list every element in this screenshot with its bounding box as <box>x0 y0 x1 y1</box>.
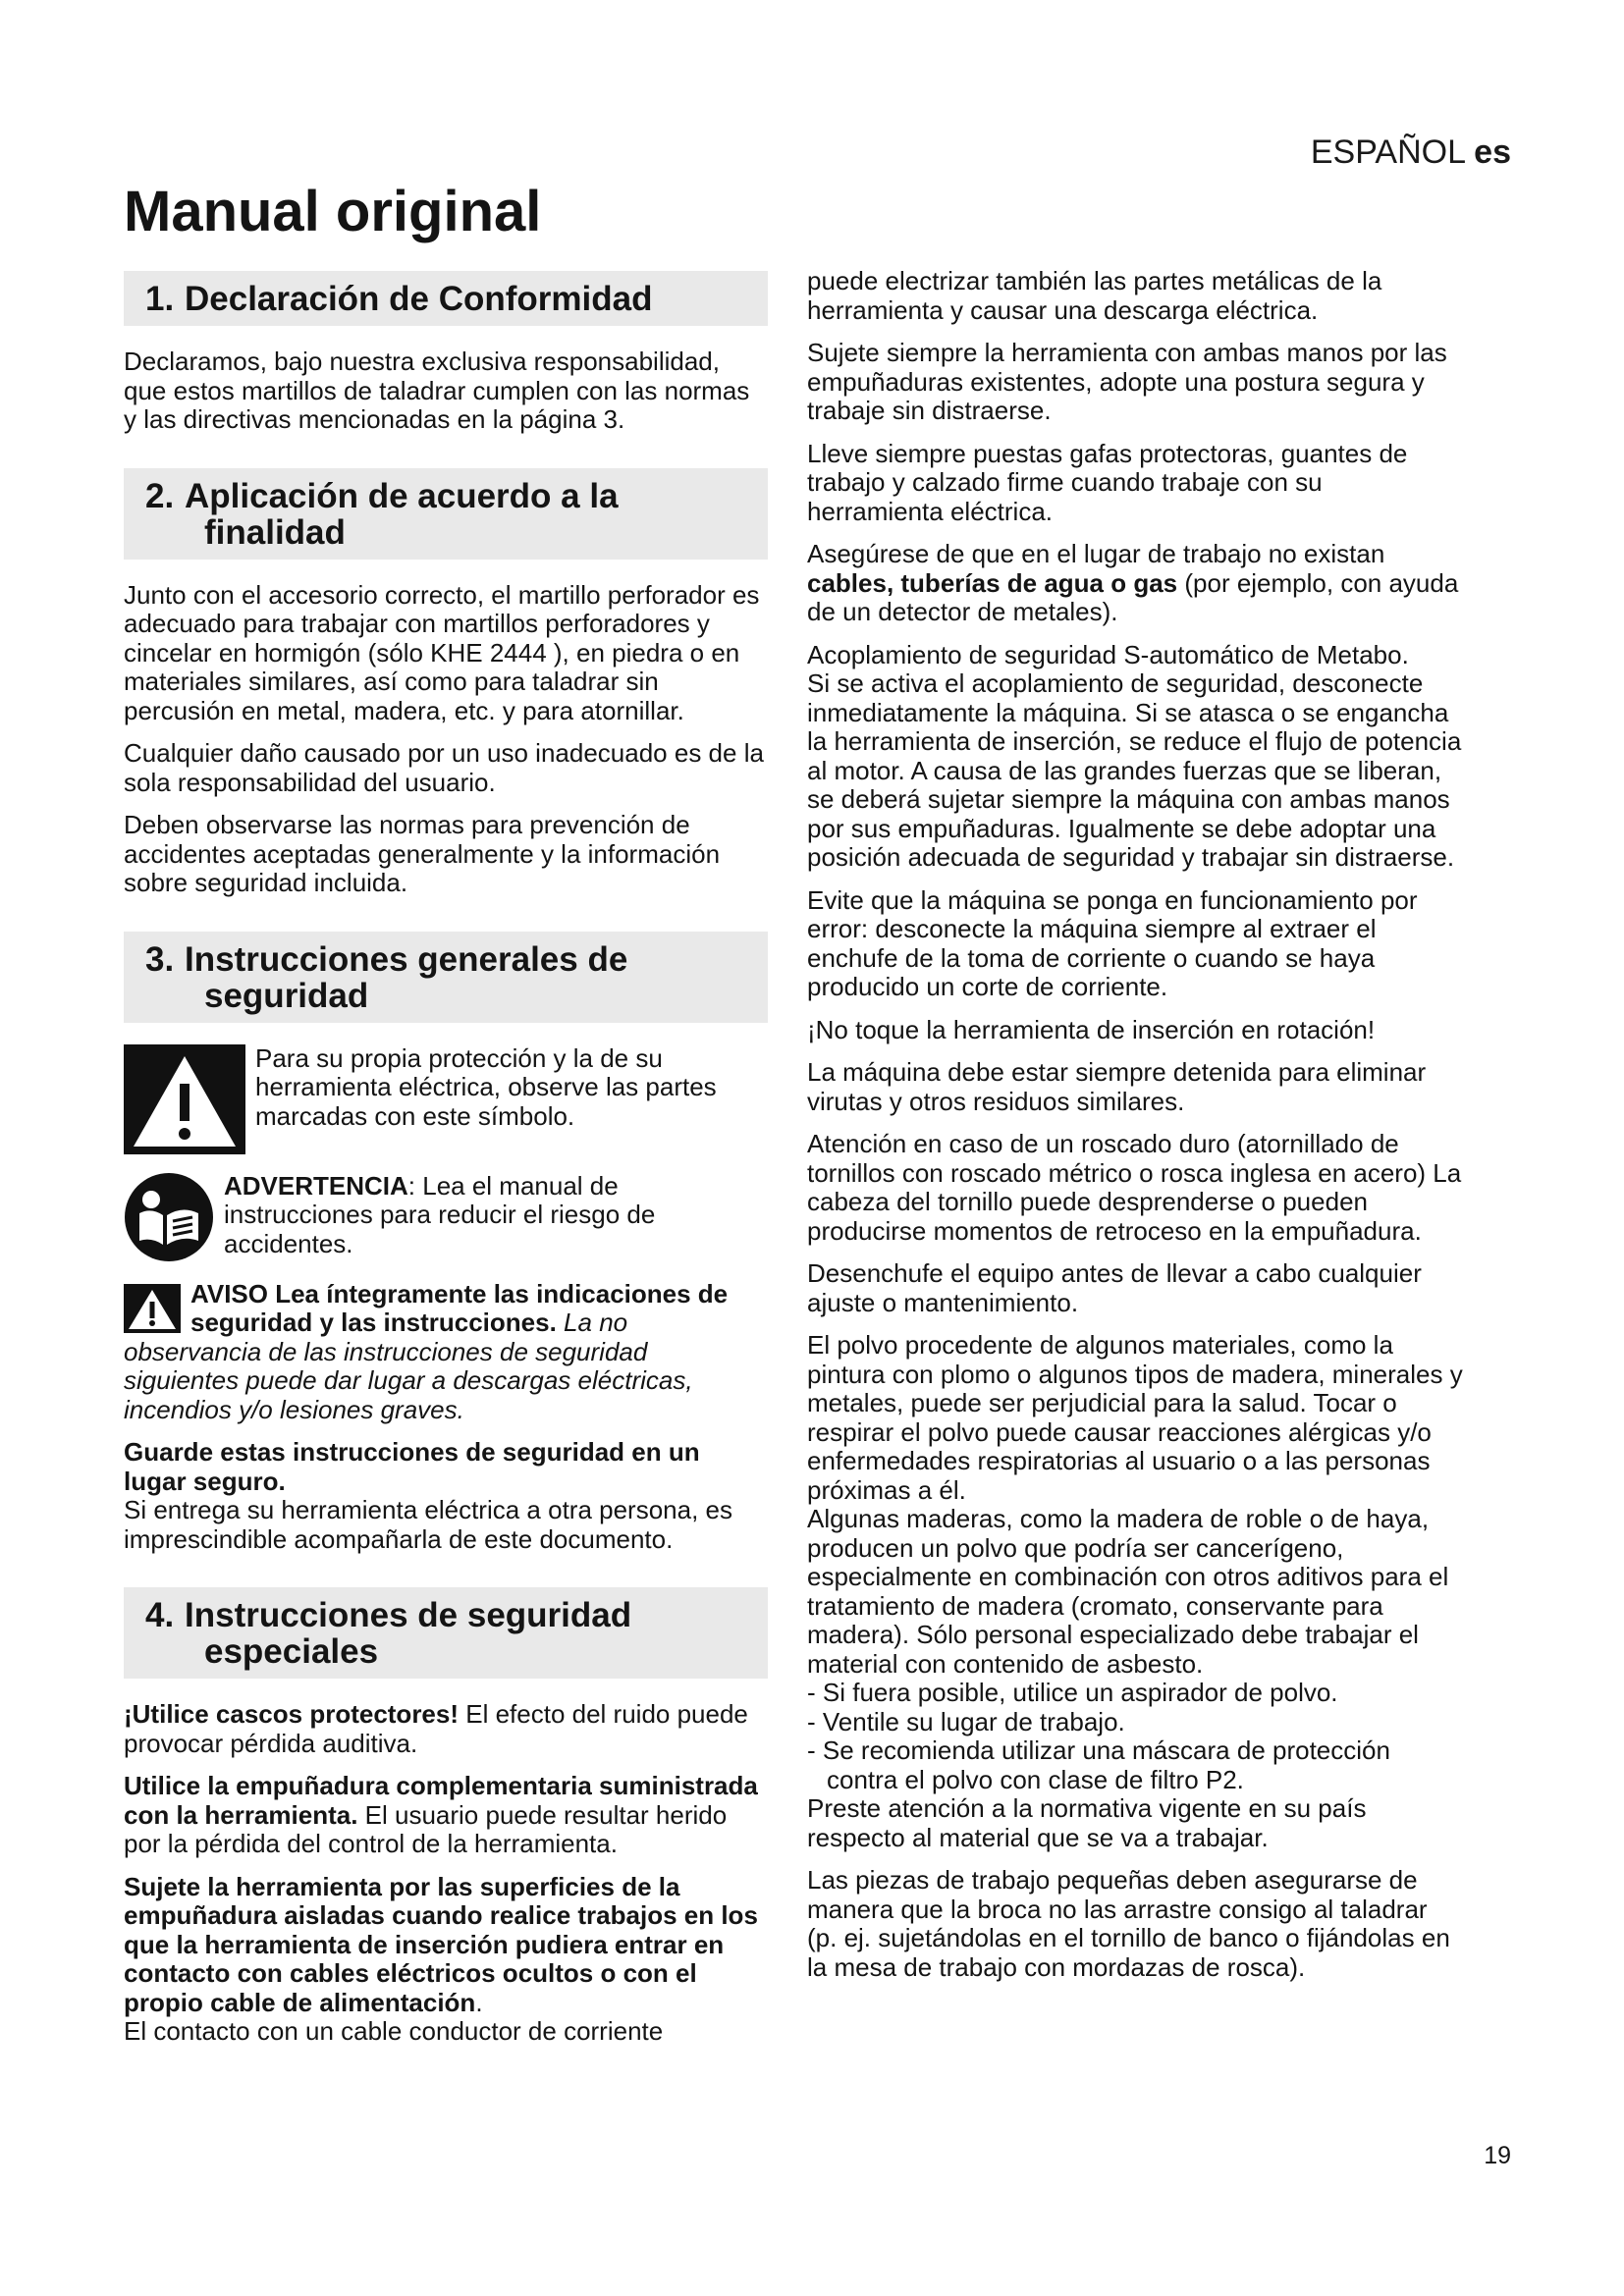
right-paragraph-4 <box>807 540 1463 627</box>
section-1-title: Declaración de Conformidad <box>185 280 653 318</box>
guarde-bold: Guarde estas instrucciones de seguridad en un lugar seguro. <box>124 1437 700 1496</box>
guarde-paragraph <box>124 1438 768 1554</box>
section-2-paragraph-3: Deben observarse las normas para prevención de accidentes aceptadas generalmente y la información sobre seguridad incluida. <box>124 810 721 897</box>
safety-symbol-text: Para su propia protección y la de su herramienta eléctrica, observe las partes marcadas con este símbolo. <box>255 1042 717 1131</box>
section-4-paragraph-1 <box>124 1700 768 1758</box>
right-paragraph-5 <box>807 641 1463 873</box>
right-paragraph-10: Desenchufe el equipo antes de llevar a cabo cualquier ajuste o mantenimiento. <box>807 1258 1422 1317</box>
aviso-italic: La no observancia de las instrucciones de seguridad siguientes puede dar lugar a descargas eléctricas, incendios y/o lesiones graves. <box>124 1308 693 1424</box>
right-paragraph-12: Algunas maderas, como la madera de roble o de haya, producen un polvo que podría ser cancerígeno, especialmente en combinación con otros aditivos para el tratamiento de madera (cromato, conservante para madera). Sólo personal especializado debe trabajar el material con contenido de asbesto. <box>807 1504 1449 1679</box>
section-4-p3-text: El contacto con un cable conductor de corriente <box>124 2016 664 2046</box>
right-paragraph-9: Atención en caso de un roscado duro (atornillado de tornillos con roscado métrico o rosca inglesa en acero) La cabeza del tornillo puede desprenderse o pueden producirse momentos de retroceso en la empuñadura. <box>807 1129 1462 1246</box>
right-paragraph-8: La máquina debe estar siempre detenida para eliminar virutas y otros residuos similares. <box>807 1057 1427 1116</box>
list-item: - Ventile su lugar de trabajo. <box>807 1706 1125 1736</box>
warning-text: : Lea el manual de instrucciones para reducir el riesgo de accidentes. <box>224 1170 656 1258</box>
read-manual-block <box>124 1172 768 1262</box>
section-4-title-line2: especiales <box>204 1632 379 1671</box>
section-1-paragraph: Declaramos, bajo nuestra exclusiva responsabilidad, que estos martillos de taladrar cumplen con las normas y las directivas mencionadas en la página 3. <box>124 347 750 434</box>
right-p4-start: Asegúrese de que en el lugar de trabajo no existan <box>807 539 1385 568</box>
section-4-title-line1: Instrucciones de seguridad <box>185 1596 632 1634</box>
warning-label: ADVERTENCIA <box>224 1170 408 1201</box>
right-column <box>807 267 1463 1996</box>
section-4-paragraph-2 <box>124 1772 768 1859</box>
page-title: Manual original <box>124 180 542 243</box>
section-2-paragraph-1: Junto con el accesorio correcto, el martillo perforador es adecuado para trabajar con martillos perforadores y cincelar en hormigón (sólo KHE 2444 ), en piedra o en materiales similares, así como para taladrar sin percusión en metal, madera, etc. y para atornillar. <box>124 579 760 725</box>
safety-symbol-block <box>124 1044 768 1154</box>
guarde-text: Si entrega su herramienta eléctrica a otra persona, es imprescindible acompañarla de este documento. <box>124 1495 733 1554</box>
read-manual-icon <box>124 1172 214 1262</box>
aviso-paragraph <box>124 1280 768 1425</box>
right-paragraph-13: Preste atención a la normativa vigente en su país respecto al material que se va a trabajar. <box>807 1793 1367 1852</box>
right-p5-line1: Acoplamiento de seguridad S-automático de Metabo. <box>807 639 1409 669</box>
right-paragraph-6: Evite que la máquina se ponga en funcionamiento por error: desconecte la máquina siempre al extraer el enchufe de la toma de corriente o cuando se haya producido un corte de corriente. <box>807 884 1418 1001</box>
warning-triangle-icon <box>124 1044 245 1154</box>
section-4-number: 4. <box>145 1596 175 1634</box>
section-1-number: 1. <box>145 280 175 318</box>
right-p5-body: Si se activa el acoplamiento de seguridad, desconecte inmediatamente la máquina. Si se atasca o se engancha la herramienta de inserción, se reduce el flujo de potencia al motor. A causa de las grandes fuerzas que se liberan, se deberá sujetar siempre la máquina con ambas manos por sus empuñaduras. Igualmente se debe adoptar una posición adecuada de seguridad y trabajar sin distraerse. <box>807 668 1462 872</box>
section-3-title-line1: Instrucciones generales de <box>185 939 628 979</box>
right-paragraph-14: Las piezas de trabajo pequeñas deben asegurarse de manera que la broca no las arrastre consigo al taladrar (p. ej. sujetándolas en el tornillo de banco o fijándolas en la mesa de trabajo con mordazas de rosca). <box>807 1865 1450 1982</box>
right-paragraph-11: El polvo procedente de algunos materiales, como la pintura con plomo o algunos tipos de madera, minerales y metales, puede ser perjudicial para la salud. Tocar o respirar el polvo puede causar reacciones alérgicas y/o enfermedades respiratorias al usuario o a las personas próximas a él. <box>807 1330 1463 1505</box>
language-label: ESPAÑOL <box>1310 133 1465 171</box>
dust-measures-list <box>807 1679 1463 1794</box>
right-paragraph-3: Lleve siempre puestas gafas protectoras, guantes de trabajo y calzado firme cuando trabaje con su herramienta eléctrica. <box>807 438 1408 526</box>
aviso-bold: AVISO Lea íntegramente las indicaciones de seguridad y las instrucciones. <box>190 1278 729 1337</box>
page-header <box>1311 133 1511 172</box>
section-4-p2-text: El usuario puede resultar herido por la pérdida del control de la herramienta. <box>124 1799 728 1858</box>
section-4-p1-bold: ¡Utilice cascos protectores! <box>124 1699 460 1729</box>
right-paragraph-2: Sujete siempre la herramienta con ambas manos por las empuñaduras existentes, adopte una postura segura y trabaje sin distraerse. <box>807 338 1447 425</box>
section-1-heading <box>124 271 768 326</box>
section-2-title-line1: Aplicación de acuerdo a la <box>185 476 619 515</box>
left-column <box>124 271 768 2060</box>
section-2-heading <box>124 468 768 560</box>
section-2-number: 2. <box>145 476 175 515</box>
language-code: es <box>1474 133 1511 171</box>
read-manual-text <box>224 1172 768 1259</box>
right-paragraph-7: ¡No toque la herramienta de inserción en rotación! <box>807 1014 1376 1044</box>
right-paragraph-1: puede electrizar también las partes metálicas de la herramienta y causar una descarga eléctrica. <box>807 266 1382 325</box>
section-4-paragraph-3 <box>124 1873 768 2047</box>
list-item: - Si fuera posible, utilice un aspirador de polvo. <box>807 1678 1338 1707</box>
section-4-p3-period: . <box>475 1987 483 2017</box>
small-warning-triangle-icon <box>124 1284 181 1333</box>
section-4-p3-bold: Sujete la herramienta por las superficies de la empuñadura aisladas cuando realice trabajos en los que la herramienta de inserción pudiera entrar en contacto con cables eléctricos ocultos o con el propio cable de alimentación <box>124 1871 758 2017</box>
list-item: - Se recomienda utilizar una máscara de protección contra el polvo con clase de filtro P2. <box>807 1735 1390 1794</box>
page-number: 19 <box>1484 2142 1511 2169</box>
section-4-p2-bold: Utilice la empuñadura complementaria suministrada con la herramienta. <box>124 1771 758 1830</box>
section-2-title-line2: finalidad <box>204 512 346 552</box>
section-3-heading <box>124 932 768 1023</box>
section-2-paragraph-2: Cualquier daño causado por un uso inadecuado es de la sola responsabilidad del usuario. <box>124 738 764 797</box>
section-3-number: 3. <box>145 939 175 979</box>
section-3-title-line2: seguridad <box>204 976 369 1015</box>
right-p4-bold: cables, tuberías de agua o gas <box>807 567 1178 598</box>
section-4-p1-text: El efecto del ruido puede provocar pérdida auditiva. <box>124 1699 748 1758</box>
section-4-heading <box>124 1587 768 1679</box>
right-p4-end: (por ejemplo, con ayuda de un detector de metales). <box>807 567 1459 626</box>
